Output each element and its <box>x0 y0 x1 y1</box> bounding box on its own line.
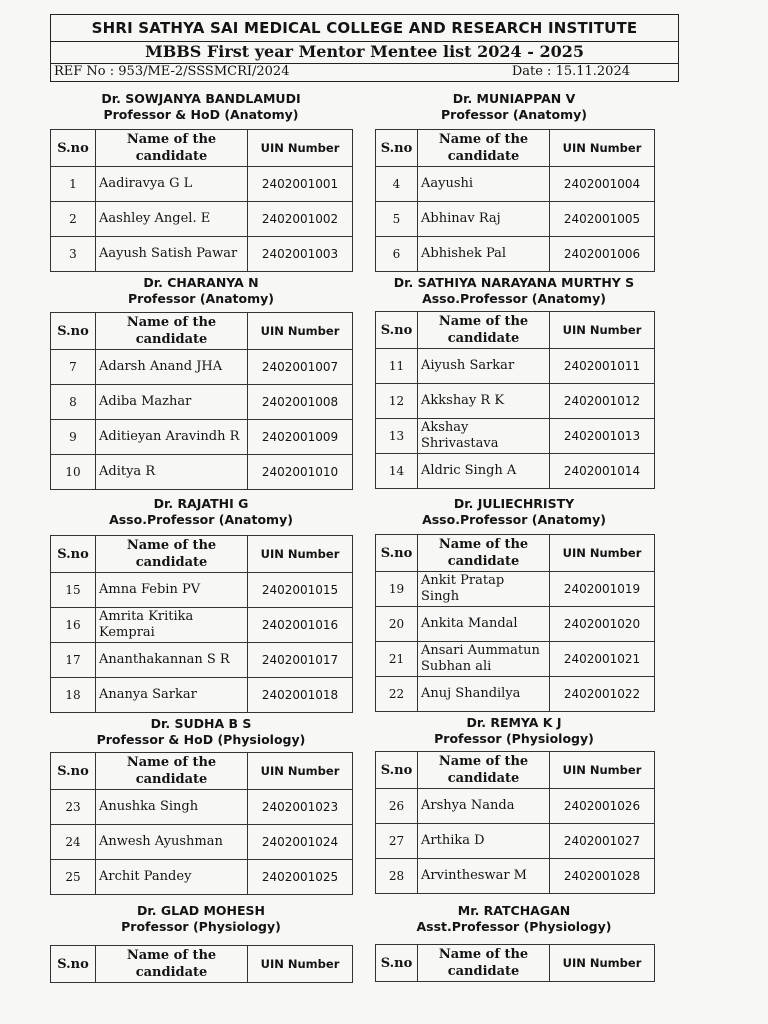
column-header-sno: S.no <box>376 752 418 789</box>
column-header-name: Name of the candidate <box>418 312 550 349</box>
column-header-uin: UIN Number <box>550 535 655 572</box>
table-row <box>51 167 353 202</box>
table-row <box>376 824 655 859</box>
serial-number: 15 <box>51 573 96 608</box>
candidate-name: Aldric Singh A <box>418 454 550 489</box>
serial-number: 2 <box>51 202 96 237</box>
table-header-row <box>376 945 655 982</box>
candidate-name: Ankita Mandal <box>418 607 550 642</box>
column-header-sno: S.no <box>51 946 96 983</box>
table-header-row <box>376 535 655 572</box>
column-header-sno: S.no <box>51 130 96 167</box>
candidate-name: Aadiravya G L <box>96 167 248 202</box>
mentee-table <box>375 534 655 712</box>
serial-number: 21 <box>376 642 418 677</box>
list-title: MBBS First year Mentor Mentee list 2024 - 2025 <box>51 41 678 64</box>
column-header-name: Name of the candidate <box>96 946 248 983</box>
serial-number: 17 <box>51 643 96 678</box>
table-row <box>376 789 655 824</box>
mentor-designation: Professor (Physiology) <box>121 919 281 934</box>
serial-number: 25 <box>51 860 96 895</box>
mentee-table <box>50 752 353 895</box>
uin-number: 2402001028 <box>550 859 655 894</box>
column-header-uin: UIN Number <box>248 946 353 983</box>
serial-number: 7 <box>51 350 96 385</box>
uin-number: 2402001016 <box>248 608 353 643</box>
candidate-name: Abhishek Pal <box>418 237 550 272</box>
mentor-heading <box>51 496 351 528</box>
mentor-heading <box>51 903 351 935</box>
column-header-sno: S.no <box>376 130 418 167</box>
serial-number: 4 <box>376 167 418 202</box>
candidate-name: Ananthakannan S R <box>96 643 248 678</box>
uin-number: 2402001012 <box>550 384 655 419</box>
mentor-name: Dr. GLAD MOHESH <box>136 903 265 918</box>
institution-name: SHRI SATHYA SAI MEDICAL COLLEGE AND RESEARCH INSTITUTE <box>51 15 678 42</box>
mentor-designation: Asst.Professor (Physiology) <box>416 919 612 934</box>
candidate-name: Adarsh Anand JHA <box>96 350 248 385</box>
uin-number: 2402001021 <box>550 642 655 677</box>
mentor-heading <box>51 91 351 123</box>
candidate-name: Arshya Nanda <box>418 789 550 824</box>
serial-number: 10 <box>51 455 96 490</box>
uin-number: 2402001025 <box>248 860 353 895</box>
mentee-table <box>50 945 353 983</box>
mentor-heading <box>364 903 664 935</box>
serial-number: 22 <box>376 677 418 712</box>
candidate-name: Amna Febin PV <box>96 573 248 608</box>
serial-number: 23 <box>51 790 96 825</box>
uin-number: 2402001023 <box>248 790 353 825</box>
table-row <box>376 572 655 607</box>
candidate-name: Ananya Sarkar <box>96 678 248 713</box>
mentor-designation: Professor & HoD (Physiology) <box>96 732 306 747</box>
serial-number: 16 <box>51 608 96 643</box>
uin-number: 2402001024 <box>248 825 353 860</box>
uin-number: 2402001003 <box>248 237 353 272</box>
mentee-table <box>50 312 353 490</box>
column-header-name: Name of the candidate <box>96 130 248 167</box>
mentor-name: Dr. RAJATHI G <box>153 496 249 511</box>
column-header-sno: S.no <box>51 753 96 790</box>
table-row <box>376 419 655 454</box>
column-header-sno: S.no <box>376 945 418 982</box>
candidate-name: Aditya R <box>96 455 248 490</box>
uin-number: 2402001004 <box>550 167 655 202</box>
serial-number: 3 <box>51 237 96 272</box>
serial-number: 12 <box>376 384 418 419</box>
serial-number: 28 <box>376 859 418 894</box>
candidate-name: Arthika D <box>418 824 550 859</box>
mentee-table <box>375 129 655 272</box>
mentor-name: Dr. CHARANYA N <box>143 275 259 290</box>
column-header-uin: UIN Number <box>248 753 353 790</box>
table-row <box>51 237 353 272</box>
column-header-name: Name of the candidate <box>96 313 248 350</box>
mentee-table <box>50 129 353 272</box>
candidate-name: Arvintheswar M <box>418 859 550 894</box>
table-row <box>51 573 353 608</box>
candidate-name: Aayush Satish Pawar <box>96 237 248 272</box>
column-header-uin: UIN Number <box>550 752 655 789</box>
table-row <box>376 859 655 894</box>
mentor-designation: Professor (Physiology) <box>434 731 594 746</box>
serial-number: 6 <box>376 237 418 272</box>
candidate-name: Aditieyan Aravindh R <box>96 420 248 455</box>
mentor-name: Dr. SOWJANYA BANDLAMUDI <box>101 91 301 106</box>
uin-number: 2402001013 <box>550 419 655 454</box>
table-row <box>51 202 353 237</box>
mentor-designation: Asso.Professor (Anatomy) <box>109 512 293 527</box>
table-header-row <box>51 130 353 167</box>
candidate-name: Anuj Shandilya <box>418 677 550 712</box>
column-header-sno: S.no <box>51 313 96 350</box>
column-header-uin: UIN Number <box>248 313 353 350</box>
uin-number: 2402001019 <box>550 572 655 607</box>
table-header-row <box>376 130 655 167</box>
serial-number: 27 <box>376 824 418 859</box>
candidate-name: Anushka Singh <box>96 790 248 825</box>
table-row <box>376 202 655 237</box>
serial-number: 5 <box>376 202 418 237</box>
column-header-sno: S.no <box>51 536 96 573</box>
table-header-row <box>376 752 655 789</box>
column-header-name: Name of the candidate <box>418 130 550 167</box>
mentor-name: Dr. SUDHA B S <box>150 716 252 731</box>
column-header-uin: UIN Number <box>550 312 655 349</box>
mentor-designation: Asso.Professor (Anatomy) <box>422 512 606 527</box>
serial-number: 8 <box>51 385 96 420</box>
candidate-name: Aayushi <box>418 167 550 202</box>
table-row <box>376 384 655 419</box>
mentor-name: Dr. REMYA K J <box>466 715 562 730</box>
mentor-heading <box>364 91 664 123</box>
column-header-uin: UIN Number <box>248 130 353 167</box>
uin-number: 2402001014 <box>550 454 655 489</box>
mentee-table <box>375 751 655 894</box>
candidate-name: Abhinav Raj <box>418 202 550 237</box>
document-date: Date : 15.11.2024 <box>511 64 630 79</box>
table-header-row <box>51 946 353 983</box>
uin-number: 2402001007 <box>248 350 353 385</box>
column-header-sno: S.no <box>376 312 418 349</box>
candidate-name: Anwesh Ayushman <box>96 825 248 860</box>
candidate-name: Amrita Kritika Kemprai <box>96 608 248 643</box>
mentor-name: Dr. JULIECHRISTY <box>453 496 575 511</box>
table-row <box>51 643 353 678</box>
table-row <box>51 825 353 860</box>
candidate-name: Aiyush Sarkar <box>418 349 550 384</box>
serial-number: 1 <box>51 167 96 202</box>
uin-number: 2402001018 <box>248 678 353 713</box>
column-header-name: Name of the candidate <box>96 536 248 573</box>
uin-number: 2402001011 <box>550 349 655 384</box>
uin-number: 2402001008 <box>248 385 353 420</box>
uin-number: 2402001010 <box>248 455 353 490</box>
serial-number: 24 <box>51 825 96 860</box>
uin-number: 2402001005 <box>550 202 655 237</box>
table-row <box>376 677 655 712</box>
uin-number: 2402001002 <box>248 202 353 237</box>
table-header-row <box>51 753 353 790</box>
serial-number: 26 <box>376 789 418 824</box>
mentee-table <box>375 311 655 489</box>
table-row <box>376 607 655 642</box>
uin-number: 2402001020 <box>550 607 655 642</box>
candidate-name: Akshay Shrivastava <box>418 419 550 454</box>
mentor-heading <box>51 716 351 748</box>
column-header-uin: UIN Number <box>248 536 353 573</box>
column-header-name: Name of the candidate <box>96 753 248 790</box>
column-header-uin: UIN Number <box>550 945 655 982</box>
table-row <box>51 678 353 713</box>
table-header-row <box>51 313 353 350</box>
mentor-heading <box>364 496 664 528</box>
candidate-name: Akkshay R K <box>418 384 550 419</box>
uin-number: 2402001022 <box>550 677 655 712</box>
serial-number: 19 <box>376 572 418 607</box>
uin-number: 2402001027 <box>550 824 655 859</box>
table-row <box>51 350 353 385</box>
mentor-heading <box>364 715 664 747</box>
serial-number: 13 <box>376 419 418 454</box>
serial-number: 11 <box>376 349 418 384</box>
table-row <box>51 420 353 455</box>
table-row <box>376 642 655 677</box>
column-header-name: Name of the candidate <box>418 535 550 572</box>
mentee-table <box>50 535 353 713</box>
candidate-name: Adiba Mazhar <box>96 385 248 420</box>
uin-number: 2402001015 <box>248 573 353 608</box>
table-row <box>51 608 353 643</box>
candidate-name: Aashley Angel. E <box>96 202 248 237</box>
column-header-uin: UIN Number <box>550 130 655 167</box>
mentor-designation: Asso.Professor (Anatomy) <box>422 291 606 306</box>
column-header-name: Name of the candidate <box>418 752 550 789</box>
candidate-name: Ansari Aummatun Subhan ali <box>418 642 550 677</box>
table-header-row <box>51 536 353 573</box>
table-row <box>51 455 353 490</box>
reference-number: REF No : 953/ME-2/SSSMCRI/2024 <box>54 64 290 79</box>
column-header-name: Name of the candidate <box>418 945 550 982</box>
uin-number: 2402001017 <box>248 643 353 678</box>
mentor-designation: Professor (Anatomy) <box>441 107 587 122</box>
table-header-row <box>376 312 655 349</box>
table-row <box>51 790 353 825</box>
uin-number: 2402001026 <box>550 789 655 824</box>
mentor-name: Dr. MUNIAPPAN V <box>452 91 576 106</box>
mentor-heading <box>364 275 664 307</box>
serial-number: 14 <box>376 454 418 489</box>
table-row <box>51 860 353 895</box>
table-row <box>51 385 353 420</box>
uin-number: 2402001001 <box>248 167 353 202</box>
mentor-name: Mr. RATCHAGAN <box>457 903 571 918</box>
mentor-designation: Professor (Anatomy) <box>128 291 274 306</box>
serial-number: 20 <box>376 607 418 642</box>
uin-number: 2402001009 <box>248 420 353 455</box>
document-header <box>50 14 679 82</box>
serial-number: 9 <box>51 420 96 455</box>
mentor-heading <box>51 275 351 307</box>
candidate-name: Archit Pandey <box>96 860 248 895</box>
table-row <box>376 454 655 489</box>
candidate-name: Ankit Pratap Singh <box>418 572 550 607</box>
ref-date-row <box>51 63 678 81</box>
table-row <box>376 167 655 202</box>
table-row <box>376 349 655 384</box>
table-row <box>376 237 655 272</box>
mentor-designation: Professor & HoD (Anatomy) <box>103 107 299 122</box>
uin-number: 2402001006 <box>550 237 655 272</box>
column-header-sno: S.no <box>376 535 418 572</box>
mentee-table <box>375 944 655 982</box>
mentor-name: Dr. SATHIYA NARAYANA MURTHY S <box>393 275 635 290</box>
serial-number: 18 <box>51 678 96 713</box>
